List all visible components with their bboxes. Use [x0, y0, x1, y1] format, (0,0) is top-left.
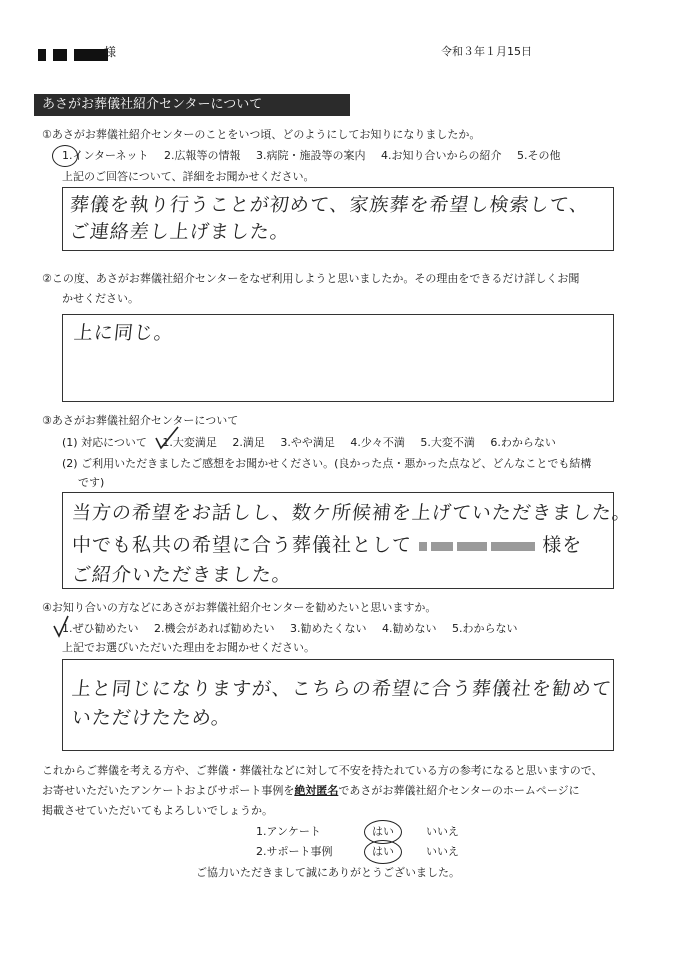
q4-option-1: 1.ぜひ勧めたい	[62, 622, 139, 635]
q1-question: ①あさがお葬儀社紹介センターのことをいつ頃、どのようにしてお知りになりましたか。	[42, 128, 481, 141]
consent-row-survey-no[interactable]: いいえ	[426, 825, 459, 838]
q3-option-5: 5.大変不満	[420, 436, 475, 449]
q4-options	[62, 622, 530, 636]
q1-option-2: 2.広報等の情報	[164, 149, 241, 162]
closing-line-3: 掲載させていただいてもよろしいでしょうか。	[42, 804, 273, 817]
q4-option-3: 3.勧めたくない	[290, 622, 367, 635]
q1-option-3: 3.病院・施設等の案内	[256, 149, 366, 162]
q3-option-1: 1.大変満足	[162, 436, 217, 449]
closing-line-2-pre: お寄せいただいたアンケートおよびサポート事例を	[42, 784, 295, 797]
q3-option-3: 3.やや満足	[280, 436, 335, 449]
q3-option-6: 6.わからない	[490, 436, 556, 449]
consent-row-case-yes[interactable]: はい	[372, 845, 394, 858]
q3-answer-line-2a: 中でも私共の希望に合う葬儀社として	[72, 534, 413, 556]
q3-sub1	[62, 436, 568, 450]
consent-row-survey-label: 1.アンケート	[256, 825, 321, 838]
q1-options	[62, 149, 573, 163]
q4-option-5: 5.わからない	[452, 622, 518, 635]
q3-sub2-line-1: (2) ご利用いただきましたご感想をお聞かせください。(良かった点・悪かった点など、どんなことでも結構	[62, 457, 592, 470]
q2-question-line-1: ②この度、あさがお葬儀社紹介センターをなぜ利用しようと思いましたか。その理由をできるだけ詳しくお聞	[42, 272, 580, 285]
q4-question: ④お知り合いの方などにあさがお葬儀社紹介センターを勧めたいと思いますか。	[42, 601, 437, 614]
section-title: あさがお葬儀社紹介センターについて	[34, 94, 350, 116]
q3-checkmark-icon	[152, 424, 182, 454]
q1-option-1: 1.インターネット	[62, 149, 149, 162]
name-suffix: 様	[104, 45, 117, 59]
q2-answer-line-1: 上に同じ。	[72, 322, 176, 344]
q3-option-2: 2.満足	[232, 436, 265, 449]
q4-answer-line-1: 上と同じになりますが、こちらの希望に合う葬儀社を勧めて	[70, 678, 614, 700]
q4-answer-line-2: いただけたため。	[70, 707, 233, 729]
consent-row-survey-yes[interactable]: はい	[372, 825, 394, 838]
closing-line-1: これからご葬儀を考える方や、ご葬儀・葬儀社などに対して不安を持たれている方の参考になると思いますので、	[42, 764, 603, 777]
q3-answer-line-2	[72, 530, 582, 557]
q3-option-4: 4.少々不満	[350, 436, 405, 449]
q2-question-line-2: かせください。	[62, 292, 139, 305]
consent-row-case-no[interactable]: いいえ	[426, 845, 459, 858]
closing-thanks: ご協力いただきまして誠にありがとうございました。	[196, 866, 460, 879]
q1-answer-line-1: 葬儀を執り行うことが初めて、家族葬を希望し検索して、	[68, 194, 591, 216]
q1-option-4: 4.お知り合いからの紹介	[381, 149, 502, 162]
q4-option-2: 2.機会があれば勧めたい	[154, 622, 275, 635]
q3-question: ③あさがお葬儀社紹介センターについて	[42, 414, 239, 427]
closing-line-2	[42, 784, 580, 798]
q1-detail-prompt: 上記のご回答について、詳細をお聞かせください。	[62, 170, 315, 183]
document-date: 令和３年１月15日	[441, 45, 532, 58]
closing-line-2-post: であさがお葬儀社紹介センターのホームページに	[338, 784, 580, 797]
closing-line-2-emphasis: 絶対匿名	[294, 784, 339, 797]
consent-row-case-label: 2.サポート事例	[256, 845, 333, 858]
consent-case-yes-circle	[364, 840, 402, 864]
q3-sub1-label: (1) 対応について	[62, 436, 147, 449]
customer-name-redacted	[38, 46, 108, 65]
q3-sub2-line-2: です)	[78, 476, 105, 489]
q4-checkmark-icon	[50, 614, 74, 640]
q4-option-4: 4.勧めない	[382, 622, 437, 635]
funeral-home-name-redacted	[417, 536, 542, 555]
q4-detail-prompt: 上記でお選びいただいた理由をお聞かせください。	[62, 641, 315, 654]
q3-answer-line-1: 当方の希望をお話しし、数ケ所候補を上げていただきました。	[70, 502, 634, 524]
q1-option-5: 5.その他	[517, 149, 561, 162]
q3-answer-line-3: ご紹介いただきました。	[70, 564, 294, 586]
q3-answer-line-2b: 様を	[542, 534, 583, 556]
q1-answer-line-2: ご連絡差し上げました。	[68, 221, 292, 243]
q1-selection-circle	[52, 145, 78, 167]
